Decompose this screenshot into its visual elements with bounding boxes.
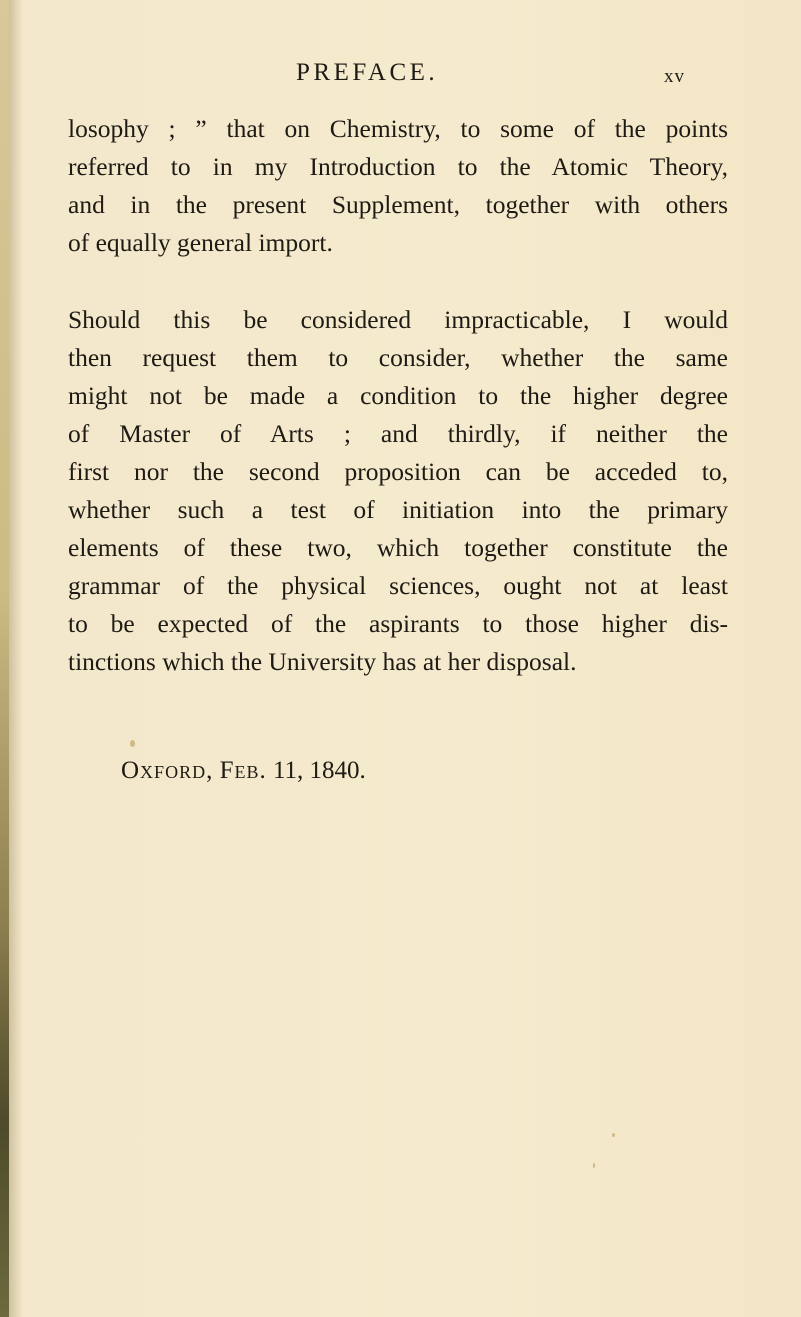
paragraph-gap (68, 262, 728, 301)
text-line: first nor the second proposition can be acceded to, (68, 457, 728, 486)
page-number: xv (664, 66, 685, 87)
text-line: of Master of Arts ; and thirdly, if neither the (68, 419, 728, 448)
paragraph-2 (68, 301, 728, 681)
text-line: might not be made a condition to the higher degree (68, 381, 728, 410)
text-line: grammar of the physical sciences, ought not at least (68, 571, 728, 600)
signature-month: Feb. (219, 757, 267, 784)
signature-dateline (121, 752, 366, 790)
gutter-shadow (9, 0, 23, 1317)
body-text (68, 110, 728, 681)
binding-gutter (0, 0, 9, 1317)
signature-place: Oxford, (121, 757, 214, 784)
running-head (0, 56, 801, 90)
text-line: referred to in my Introduction to the Atomic Theory, (68, 152, 728, 181)
paragraph-1 (68, 110, 728, 262)
signature-date: 11, 1840. (272, 757, 366, 784)
text-line: losophy ; ” that on Chemistry, to some of the points (68, 114, 728, 143)
paper-speck (612, 1133, 615, 1137)
text-line: Should this be considered impracticable, I would (68, 305, 728, 334)
text-line: and in the present Supplement, together with others (68, 190, 728, 219)
paper-speck (130, 740, 135, 747)
text-line: of equally general import. (68, 228, 333, 257)
text-line: whether such a test of initiation into the primary (68, 495, 728, 524)
text-line: to be expected of the aspirants to those higher dis- (68, 609, 728, 638)
text-line: then request them to consider, whether the same (68, 343, 728, 372)
text-line: tinctions which the University has at her disposal. (68, 647, 577, 676)
paper-speck (593, 1163, 595, 1168)
page-title: PREFACE. (296, 59, 439, 86)
text-line: elements of these two, which together constitute the (68, 533, 728, 562)
